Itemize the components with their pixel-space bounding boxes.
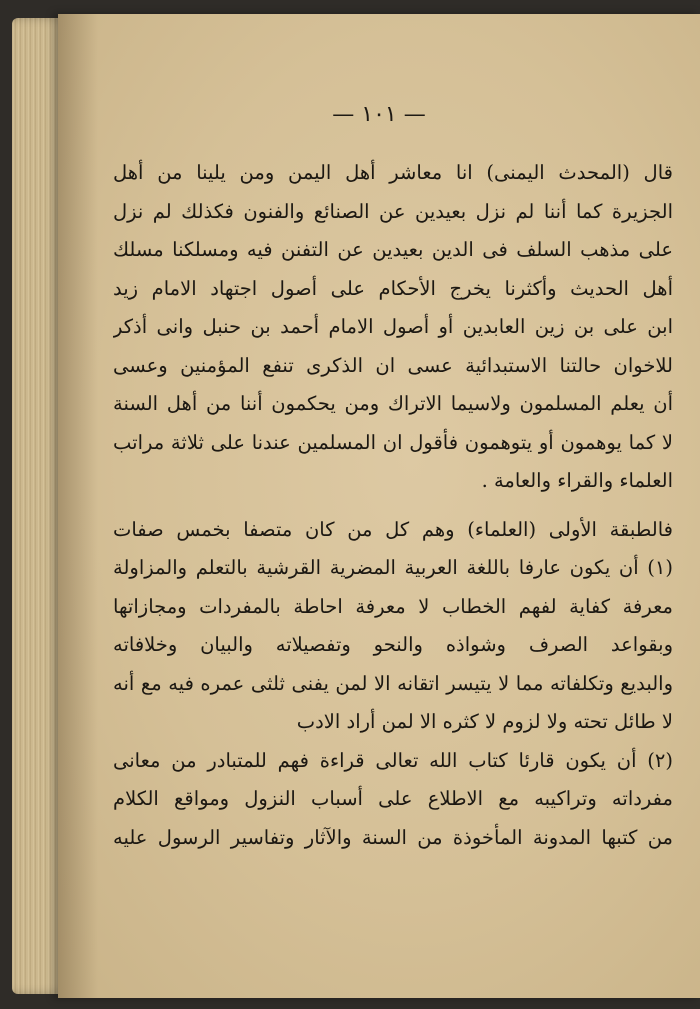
- text-line: معرفة كفاية لفهم الخطاب لا معرفة احاطة بالمفردات ومجازاتها: [113, 594, 673, 618]
- paragraph-heading-line: فالطبقة الأولى (العلماء) وهم كل من كان متصفا بخمس صفات: [113, 517, 673, 541]
- text-line: (٢) أن يكون قارئا كتاب الله تعالى قراءة فهم للمتبادر من معانى: [113, 748, 673, 772]
- body-text: [113, 154, 673, 857]
- page-number: — ١٠١ —: [332, 102, 426, 127]
- page-sheet: [58, 14, 700, 998]
- text-line: أن يعلم المسلمون ولاسيما الاتراك ومن يحكمون أننا من أهل السنة: [113, 392, 673, 415]
- text-line: والبديع وتكلفاته مما لا يتيسر اتقانه الا لمن يفنى ثلثى عمره فيه مع أنه: [113, 671, 673, 695]
- text-line: لا كما يوهمون أو يتوهمون فأقول ان المسلمين عندنا على ثلاثة مراتب: [113, 430, 673, 454]
- text-line: مفرداته وتراكيبه مع الاطلاع على أسباب النزول ومواقع الكلام: [113, 787, 673, 810]
- text-line: لا طائل تحته ولا لزوم لا كثره الا لمن أراد الادب: [296, 710, 673, 733]
- text-line: (١) أن يكون عارفا باللغة العربية المضرية القرشية بالتعلم والمزاولة: [113, 556, 673, 579]
- text-line: أهل الحديث وأكثرنا يخرج الأحكام على أصول اجتهاد الامام زيد: [113, 276, 673, 300]
- text-line: ابن على بن زين العابدين أو أصول الامام أحمد بن حنبل وانى أذكر: [113, 315, 673, 338]
- text-line: الجزيرة كما أننا لم نزل بعيدين عن الصنائع والفنون فكذلك لم نزل: [113, 199, 673, 223]
- text-line: قال (المحدث اليمنى) انا معاشر أهل اليمن ومن يلينا من أهل: [113, 161, 673, 184]
- text-line: وبقواعد الصرف وشواذه والنحو وتفصيلاته والبيان وخلافاته: [113, 633, 673, 656]
- text-line: للاخوان حالتنا الاستبدائية عسى ان الذكرى تنفع المؤمنين وعسى: [113, 353, 673, 377]
- text-line: العلماء والقراء والعامة .: [481, 469, 673, 492]
- gutter-shadow: [58, 14, 98, 998]
- text-line: من كتبها المدونة المأخوذة من السنة والآثار وتفاسير الرسول عليه: [113, 825, 673, 849]
- text-line: على مذهب السلف فى الدين بعيدين عن التفنن فيه ومسلكنا مسلك: [113, 238, 673, 261]
